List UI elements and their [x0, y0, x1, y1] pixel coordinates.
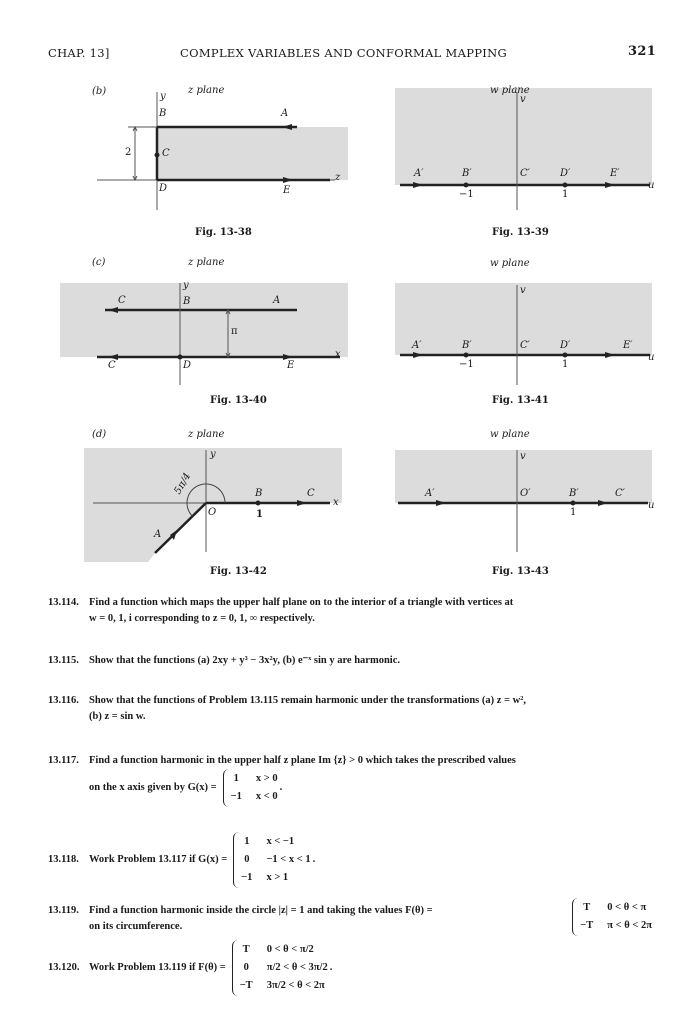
case-value: 0 — [243, 962, 249, 973]
point-label: B′ — [462, 168, 472, 179]
case-condition: x > 0 — [255, 773, 278, 784]
axis-label: u — [648, 180, 655, 191]
axis-label: v — [520, 94, 526, 105]
fig38-shaded-region — [157, 127, 348, 180]
case-value: −T — [239, 980, 253, 991]
problem-text: Work Problem 13.119 if F(θ) = — [89, 962, 226, 973]
case-condition: π/2 < θ < 3π/2 — [266, 962, 328, 973]
problem-text: on its circumference. — [89, 921, 183, 932]
point-label: O — [208, 507, 217, 518]
problem-text: Show that the functions (a) 2xy + y³ − 3x²y, (b) e⁻ˣ sin y are harmonic. — [89, 655, 400, 666]
point-label: E′ — [623, 340, 633, 351]
tick-label: 1 — [562, 359, 569, 370]
problem-number: 13.120. — [48, 962, 80, 973]
piecewise-cases — [232, 940, 328, 996]
problem-13-119 — [48, 898, 652, 936]
case-value: 1 — [244, 836, 250, 847]
page-number: 321 — [628, 44, 657, 59]
case-condition: π < θ < 2π — [607, 920, 652, 931]
case-value: T — [242, 944, 250, 955]
point-label: C′ — [615, 488, 625, 499]
axis-label: v — [520, 451, 526, 462]
case-condition: x < 0 — [255, 791, 278, 802]
figure-caption: Fig. 13-41 — [492, 395, 549, 406]
dimension-label: 2 — [125, 147, 132, 158]
figure-caption: Fig. 13-42 — [210, 566, 267, 577]
case-value: 0 — [244, 854, 250, 865]
point-label: C — [118, 295, 126, 306]
problem-text: Find a function harmonic in the upper half z plane Im {z} > 0 which takes the prescribed values — [89, 755, 516, 766]
point-label: A — [154, 529, 162, 540]
case-condition: 0 < θ < π/2 — [266, 944, 314, 955]
point-label: O′ — [520, 488, 531, 499]
figure-caption: Fig. 13-39 — [492, 227, 549, 238]
fig42-shaded-region — [84, 448, 342, 562]
case-condition: x < −1 — [266, 836, 295, 847]
tick-label: 1 — [256, 509, 263, 520]
point-label: D — [183, 360, 192, 371]
point-label: B — [183, 296, 191, 307]
problem-text: w = 0, 1, i corresponding to z = 0, 1, ∞ respectively. — [89, 613, 315, 624]
point-label: B′ — [462, 340, 472, 351]
axis-label: x — [335, 349, 341, 360]
point-label: C′ — [520, 340, 530, 351]
point-label: E — [287, 360, 295, 371]
figure-caption: Fig. 13-38 — [195, 227, 252, 238]
problem-text: (b) z = sin w. — [89, 711, 146, 722]
problem-13-117 — [48, 753, 652, 807]
problem-number: 13.117. — [48, 755, 79, 766]
problem-text: Work Problem 13.117 if G(x) = — [89, 854, 228, 865]
angle-label: 5π/4 — [172, 471, 194, 497]
point-label: A′ — [412, 340, 422, 351]
point-label: E′ — [610, 168, 620, 179]
case-condition: 0 < θ < π — [607, 902, 647, 913]
part-label: (c) — [92, 257, 106, 268]
problem-13-116 — [48, 693, 652, 725]
punctuation: . — [312, 854, 316, 865]
case-value: T — [583, 902, 591, 913]
point-label: C — [307, 488, 315, 499]
axis-label: x — [333, 497, 339, 508]
problem-text: on the x axis given by G(x) = — [89, 782, 217, 793]
tick-label: −1 — [459, 359, 474, 370]
fig40-shaded-region — [60, 283, 348, 357]
part-label: (d) — [92, 429, 107, 440]
w-plane-title: w plane — [490, 85, 530, 96]
point-label: A′ — [425, 488, 435, 499]
axis-label: z — [335, 172, 341, 183]
z-plane-title: z plane — [188, 429, 225, 440]
axis-label: y — [183, 280, 189, 291]
piecewise-cases — [223, 769, 278, 807]
point-label: B — [159, 108, 167, 119]
piecewise-cases — [233, 832, 310, 888]
punctuation: . — [279, 782, 283, 793]
problem-text: Show that the functions of Problem 13.115 remain harmonic under the transformations (a) z = w², — [89, 695, 526, 706]
point-label: A — [281, 108, 289, 119]
piecewise-cases — [572, 898, 652, 936]
point-label: D′ — [560, 168, 571, 179]
axis-label: u — [648, 352, 655, 363]
axis-label: v — [520, 285, 526, 296]
case-value: −1 — [241, 872, 253, 883]
problem-number: 13.114. — [48, 597, 79, 608]
case-condition: x > 1 — [266, 872, 289, 883]
case-value: 1 — [233, 773, 239, 784]
point-label: C′ — [520, 168, 530, 179]
case-value: −T — [580, 920, 594, 931]
point-label: B′ — [569, 488, 579, 499]
dimension-label: π — [231, 326, 238, 337]
axis-label: y — [160, 91, 166, 102]
axis-label: y — [210, 449, 216, 460]
case-condition: 3π/2 < θ < 2π — [266, 980, 325, 991]
z-plane-title: z plane — [188, 85, 225, 96]
point-label: C — [162, 148, 170, 159]
problem-13-114 — [48, 595, 652, 627]
tick-label: 1 — [562, 189, 569, 200]
tick-label: 1 — [570, 507, 577, 518]
part-label: (b) — [92, 86, 107, 97]
w-plane-title: w plane — [490, 258, 530, 269]
problem-13-115 — [48, 653, 652, 669]
running-title: COMPLEX VARIABLES AND CONFORMAL MAPPING — [180, 46, 507, 60]
point-label: E — [283, 185, 291, 196]
point-label: C — [108, 360, 116, 371]
point-label: A — [273, 295, 281, 306]
z-plane-title: z plane — [188, 257, 225, 268]
problem-number: 13.116. — [48, 695, 79, 706]
problem-13-118 — [48, 832, 652, 888]
figure-caption: Fig. 13-40 — [210, 395, 267, 406]
point-label: D — [159, 183, 168, 194]
case-condition: −1 < x < 1 — [266, 854, 311, 865]
problem-13-120 — [48, 940, 652, 996]
punctuation: . — [329, 962, 333, 973]
tick-label: −1 — [459, 189, 474, 200]
chapter-label: CHAP. 13] — [48, 46, 110, 60]
point-label: D′ — [560, 340, 571, 351]
problem-number: 13.115. — [48, 655, 79, 666]
point-label: A′ — [414, 168, 424, 179]
problem-text: Find a function which maps the upper half plane on to the interior of a triangle with vertices at — [89, 597, 514, 608]
point-label: B — [255, 488, 263, 499]
problem-number: 13.118. — [48, 854, 79, 865]
case-value: −1 — [230, 791, 242, 802]
problem-number: 13.119. — [48, 905, 79, 916]
figure-caption: Fig. 13-43 — [492, 566, 549, 577]
w-plane-title: w plane — [490, 429, 530, 440]
problem-text: Find a function harmonic inside the circle |z| = 1 and taking the values F(θ) = — [89, 905, 433, 916]
axis-label: u — [648, 500, 655, 511]
